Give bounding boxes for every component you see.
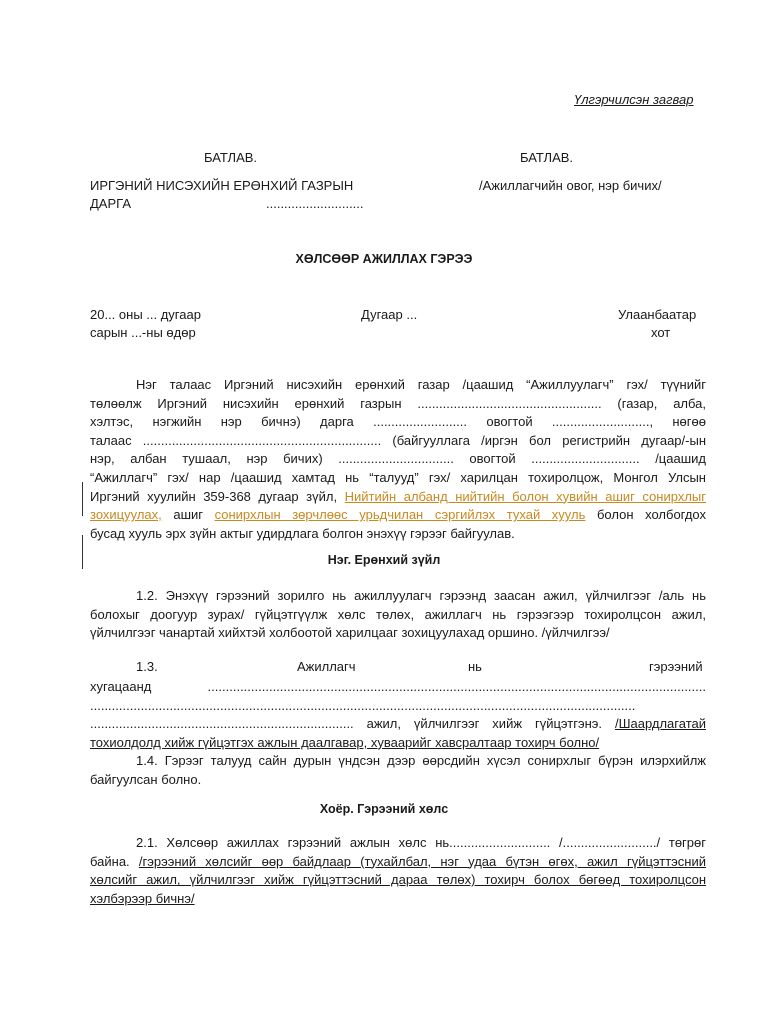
clause-note: /Шаардлагатай: [614, 716, 706, 732]
text-cursor-mark: [82, 482, 83, 516]
intro-text: Иргэний хуулийн 359-368 дугаар зүйл,: [90, 488, 345, 504]
clause-line: болохыг доогуур зурах/ гүйцэтгүүлж хөлс төлөх, ажиллагч нь гэрээгээр тохиролцсон ажил,: [90, 606, 706, 622]
intro-line: “Ажиллагч” гэх/ нар /цаашид хамтад нь “талууд” гэх/ харилцан тохиролцож, Монгол Улсын: [90, 469, 706, 485]
law-link-public-service[interactable]: Нийтийн албанд нийтийн болон хувийн ашиг сонирхлыг: [344, 488, 707, 504]
intro-line: бусад хууль эрх зүйн актыг удирдлага болгон энэхүү гэрээг байгуулав.: [90, 525, 515, 541]
section-1-heading: Нэг. Ерөнхий зүйл: [327, 553, 441, 567]
template-label: Үлгэрчилсэн загвар: [574, 92, 694, 107]
clause-1-3-num: 1.3.: [136, 659, 158, 674]
intro-line: нэр, албан тушаал, нэр бичих) ................................ овогтой .............................. /цаашид: [90, 451, 706, 467]
contract-number: Дугаар ...: [361, 307, 418, 322]
clause-text: ......................................................................... ажил, үйлчилгээг хийж гүйцэтгэнэ.: [90, 716, 615, 732]
clause-1-3-word: гэрээний: [649, 659, 703, 674]
city-line-1: Улаанбаатар: [618, 307, 697, 322]
clause-1-3-word: нь: [468, 659, 482, 674]
clause-note: /гэрээний хөлсийг өөр байдлаар (тухайлбал, нэг удаа бүтэн өгөх, ажил гүйцэттэсний: [138, 853, 706, 869]
intro-line: талаас .................................................................. (байгууллага /иргэн бол регистрийн дугаар/-ын: [90, 432, 706, 448]
intro-line: [90, 488, 706, 507]
clause-line: 2.1. Хөлсөөр ажиллах гэрээний ажлын хөлс нь............................ /........................../ төгрөг: [136, 835, 706, 850]
date-line-1: 20... оны ... дугаар: [90, 307, 201, 322]
clause-line: үйлчилгээг чанартай хийхтэй холбоотой харилцааг зохицуулахад оршино. /үйлчилгээ/: [90, 625, 610, 641]
city-line-2: хот: [651, 325, 671, 340]
org-line-1: ИРГЭНИЙ НИСЭХИЙН ЕРӨНХИЙ ГАЗРЫН: [90, 178, 354, 193]
clause-1-2: [90, 587, 706, 643]
clause-line: .......................................................................................................................................................: [90, 697, 636, 713]
org-line-2-dots: ...........................: [266, 196, 364, 211]
clause-1-3: [90, 678, 706, 752]
clause-text: байна.: [90, 853, 139, 869]
law-link-regulate[interactable]: зохицуулах,: [90, 507, 162, 523]
page-title: ХӨЛСӨӨР АЖИЛЛАХ ГЭРЭЭ: [295, 252, 473, 266]
intro-line: Нэг талаас Иргэний нисэхийн ерөнхий газар /цаашид “Ажиллуулагч” гэх/ түүнийг: [136, 377, 706, 392]
clause-line: 1.2. Энэхүү гэрээний зорилго нь ажиллуулагч гэрээнд заасан ажил, үйлчилгээг /аль нь: [136, 588, 706, 603]
clause-line: 1.4. Гэрээг талууд сайн дурын үндсэн дээр өөрсдийн хүсэл сонирхлыг бүрэн илэрхийлж: [136, 753, 706, 768]
intro-text: ашиг: [161, 507, 215, 523]
clause-line: байгуулсан болно.: [90, 771, 202, 787]
clause-line: [90, 853, 706, 872]
clause-line: [90, 715, 706, 734]
org-line-2-label: ДАРГА: [90, 196, 131, 211]
clause-line: хугацаанд ..........................................................................................................................................: [90, 679, 706, 694]
approve-left: БАТЛАВ.: [204, 150, 258, 165]
date-line-2: сарын ...-ны өдөр: [90, 325, 196, 340]
intro-line: төлөөлж Иргэний нисэхийн ерөнхий газрын ................................................... (газар, алба,: [90, 395, 706, 411]
employee-name-placeholder: /Ажиллагчийн овог, нэр бичих/: [479, 178, 662, 193]
intro-paragraph: [90, 376, 706, 543]
clause-line: тохиолдолд хийж гүйцэтгэх ажлын даалгавар, хуваарийг хавсралтаар тохирч болно/: [90, 734, 600, 750]
section-2-heading: Хоёр. Гэрээний хөлс: [319, 802, 449, 816]
clause-1-3-word: Ажиллагч: [297, 659, 356, 674]
law-link-conflict[interactable]: сонирхлын зөрчлөөс урьдчилан сэргийлэх тухай хууль: [214, 507, 586, 523]
approve-right: БАТЛАВ.: [520, 150, 574, 165]
intro-line: хэлтэс, нэгжийн нэр бичнэ) дарга .......................... овогтой ..........................., нөгөө: [90, 414, 706, 430]
clause-line: хэлбэрээр бичнэ/: [90, 890, 195, 906]
intro-text: болон холбогдох: [585, 507, 706, 523]
intro-line: [90, 506, 706, 525]
clause-1-4: [90, 752, 706, 789]
clause-line: хөлсийг ажил, үйлчилгээг хийж гүйцэттэсний дараа төлөх) тохирч болох бөгөөд тохиролцсон: [90, 872, 706, 888]
clause-2-1: [90, 834, 706, 908]
